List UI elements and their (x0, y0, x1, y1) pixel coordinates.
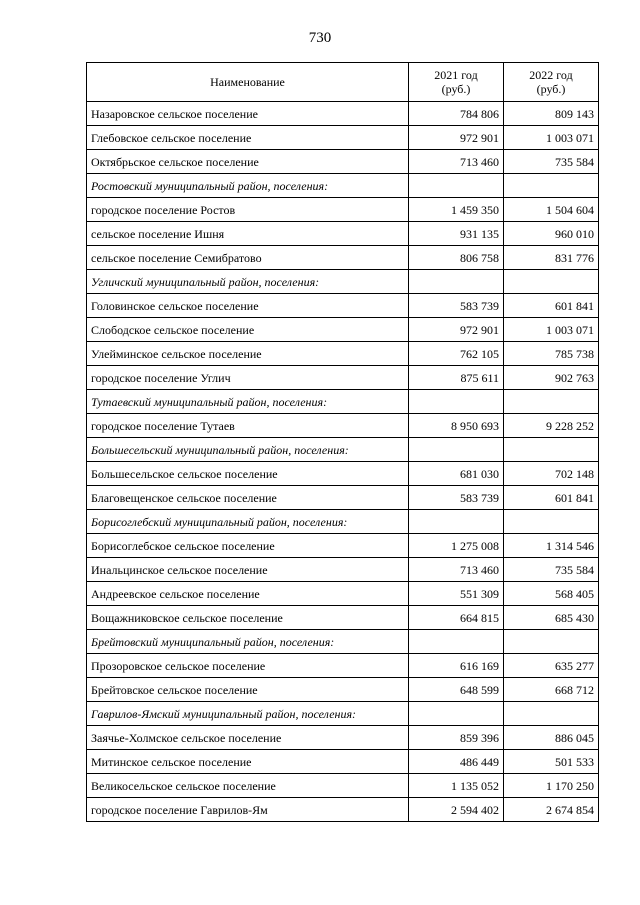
amount-2022: 601 841 (504, 486, 599, 510)
amount-2022: 960 010 (504, 222, 599, 246)
amount-2022: 1 170 250 (504, 774, 599, 798)
amount-2021: 664 815 (409, 606, 504, 630)
group-label: Борисоглебский муниципальный район, поселения: (87, 510, 409, 534)
settlement-name: Глебовское сельское поселение (87, 126, 409, 150)
table-row (87, 318, 599, 342)
group-empty-2022 (504, 510, 599, 534)
table-row (87, 774, 599, 798)
group-empty-2021 (409, 270, 504, 294)
group-label: Угличский муниципальный район, поселения: (87, 270, 409, 294)
settlement-name: городское поселение Гаврилов-Ям (87, 798, 409, 822)
amount-2022: 785 738 (504, 342, 599, 366)
table-row (87, 678, 599, 702)
page-number: 730 (308, 30, 332, 46)
settlement-name: Прозоровское сельское поселение (87, 654, 409, 678)
amount-2021: 784 806 (409, 102, 504, 126)
amount-2022: 735 584 (504, 558, 599, 582)
amount-2022: 601 841 (504, 294, 599, 318)
group-empty-2022 (504, 630, 599, 654)
table-row (87, 462, 599, 486)
table-row (87, 126, 599, 150)
table-row (87, 342, 599, 366)
settlement-name: Борисоглебское сельское поселение (87, 534, 409, 558)
table-row (87, 582, 599, 606)
amount-2021: 806 758 (409, 246, 504, 270)
amount-2022: 1 003 071 (504, 126, 599, 150)
settlement-name: Улейминское сельское поселение (87, 342, 409, 366)
group-label: Гаврилов-Ямский муниципальный район, поселения: (87, 702, 409, 726)
table-group-row (87, 270, 599, 294)
group-label: Брейтовский муниципальный район, поселения: (87, 630, 409, 654)
settlement-name: Октябрьское сельское поселение (87, 150, 409, 174)
amount-2021: 762 105 (409, 342, 504, 366)
group-empty-2021 (409, 630, 504, 654)
amount-2022: 668 712 (504, 678, 599, 702)
group-empty-2022 (504, 270, 599, 294)
amount-2022: 1 003 071 (504, 318, 599, 342)
header-year-2021-line2: (руб.) (441, 82, 471, 96)
budget-table (86, 62, 599, 822)
group-empty-2021 (409, 438, 504, 462)
amount-2021: 8 950 693 (409, 414, 504, 438)
header-year-2022-line2: (руб.) (536, 82, 566, 96)
amount-2022: 635 277 (504, 654, 599, 678)
settlement-name: Андреевское сельское поселение (87, 582, 409, 606)
table-row (87, 606, 599, 630)
settlement-name: Большесельское сельское поселение (87, 462, 409, 486)
amount-2022: 735 584 (504, 150, 599, 174)
group-empty-2021 (409, 174, 504, 198)
table-row (87, 654, 599, 678)
table-row (87, 534, 599, 558)
amount-2021: 681 030 (409, 462, 504, 486)
table-row (87, 414, 599, 438)
amount-2022: 2 674 854 (504, 798, 599, 822)
header-year-2021-line1: 2021 год (434, 68, 478, 82)
table-row (87, 750, 599, 774)
amount-2022: 886 045 (504, 726, 599, 750)
table-row (87, 486, 599, 510)
group-label: Ростовский муниципальный район, поселения: (87, 174, 409, 198)
table-header (87, 63, 599, 102)
amount-2022: 902 763 (504, 366, 599, 390)
table-row (87, 726, 599, 750)
group-label: Тутаевский муниципальный район, поселения: (87, 390, 409, 414)
header-name: Наименование (87, 63, 409, 102)
header-year-2022-line1: 2022 год (529, 68, 573, 82)
settlement-name: сельское поселение Семибратово (87, 246, 409, 270)
table-group-row (87, 174, 599, 198)
group-empty-2022 (504, 390, 599, 414)
table-group-row (87, 630, 599, 654)
group-empty-2022 (504, 438, 599, 462)
settlement-name: Инальцинское сельское поселение (87, 558, 409, 582)
settlement-name: городское поселение Ростов (87, 198, 409, 222)
amount-2021: 1 135 052 (409, 774, 504, 798)
amount-2022: 1 504 604 (504, 198, 599, 222)
table-row (87, 150, 599, 174)
settlement-name: Брейтовское сельское поселение (87, 678, 409, 702)
table-row (87, 198, 599, 222)
header-year-2022 (504, 63, 599, 102)
amount-2022: 831 776 (504, 246, 599, 270)
amount-2022: 685 430 (504, 606, 599, 630)
settlement-name: Заячье-Холмское сельское поселение (87, 726, 409, 750)
amount-2021: 1 459 350 (409, 198, 504, 222)
amount-2021: 713 460 (409, 150, 504, 174)
settlement-name: сельское поселение Ишня (87, 222, 409, 246)
amount-2021: 931 135 (409, 222, 504, 246)
amount-2021: 583 739 (409, 294, 504, 318)
table-row (87, 102, 599, 126)
amount-2021: 583 739 (409, 486, 504, 510)
settlement-name: Благовещенское сельское поселение (87, 486, 409, 510)
settlement-name: Слободское сельское поселение (87, 318, 409, 342)
amount-2022: 702 148 (504, 462, 599, 486)
amount-2021: 648 599 (409, 678, 504, 702)
group-label: Большесельский муниципальный район, поселения: (87, 438, 409, 462)
table-row (87, 366, 599, 390)
amount-2021: 972 901 (409, 318, 504, 342)
settlement-name: городское поселение Углич (87, 366, 409, 390)
header-year-2021 (409, 63, 504, 102)
group-empty-2021 (409, 702, 504, 726)
settlement-name: Митинское сельское поселение (87, 750, 409, 774)
amount-2021: 713 460 (409, 558, 504, 582)
amount-2021: 616 169 (409, 654, 504, 678)
amount-2022: 9 228 252 (504, 414, 599, 438)
table-row (87, 798, 599, 822)
amount-2021: 2 594 402 (409, 798, 504, 822)
amount-2022: 809 143 (504, 102, 599, 126)
settlement-name: Великосельское сельское поселение (87, 774, 409, 798)
table-group-row (87, 438, 599, 462)
table-group-row (87, 390, 599, 414)
settlement-name: Назаровское сельское поселение (87, 102, 409, 126)
amount-2021: 875 611 (409, 366, 504, 390)
table-group-row (87, 510, 599, 534)
group-empty-2021 (409, 510, 504, 534)
header-row (87, 63, 599, 102)
table-row (87, 294, 599, 318)
amount-2021: 972 901 (409, 126, 504, 150)
amount-2022: 568 405 (504, 582, 599, 606)
amount-2021: 551 309 (409, 582, 504, 606)
settlement-name: городское поселение Тутаев (87, 414, 409, 438)
table-row (87, 558, 599, 582)
table-body (87, 102, 599, 822)
amount-2021: 1 275 008 (409, 534, 504, 558)
amount-2022: 1 314 546 (504, 534, 599, 558)
group-empty-2021 (409, 390, 504, 414)
settlement-name: Головинское сельское поселение (87, 294, 409, 318)
amount-2021: 859 396 (409, 726, 504, 750)
group-empty-2022 (504, 174, 599, 198)
amount-2021: 486 449 (409, 750, 504, 774)
group-empty-2022 (504, 702, 599, 726)
table-row (87, 246, 599, 270)
amount-2022: 501 533 (504, 750, 599, 774)
settlement-name: Вощажниковское сельское поселение (87, 606, 409, 630)
table-row (87, 222, 599, 246)
table-group-row (87, 702, 599, 726)
